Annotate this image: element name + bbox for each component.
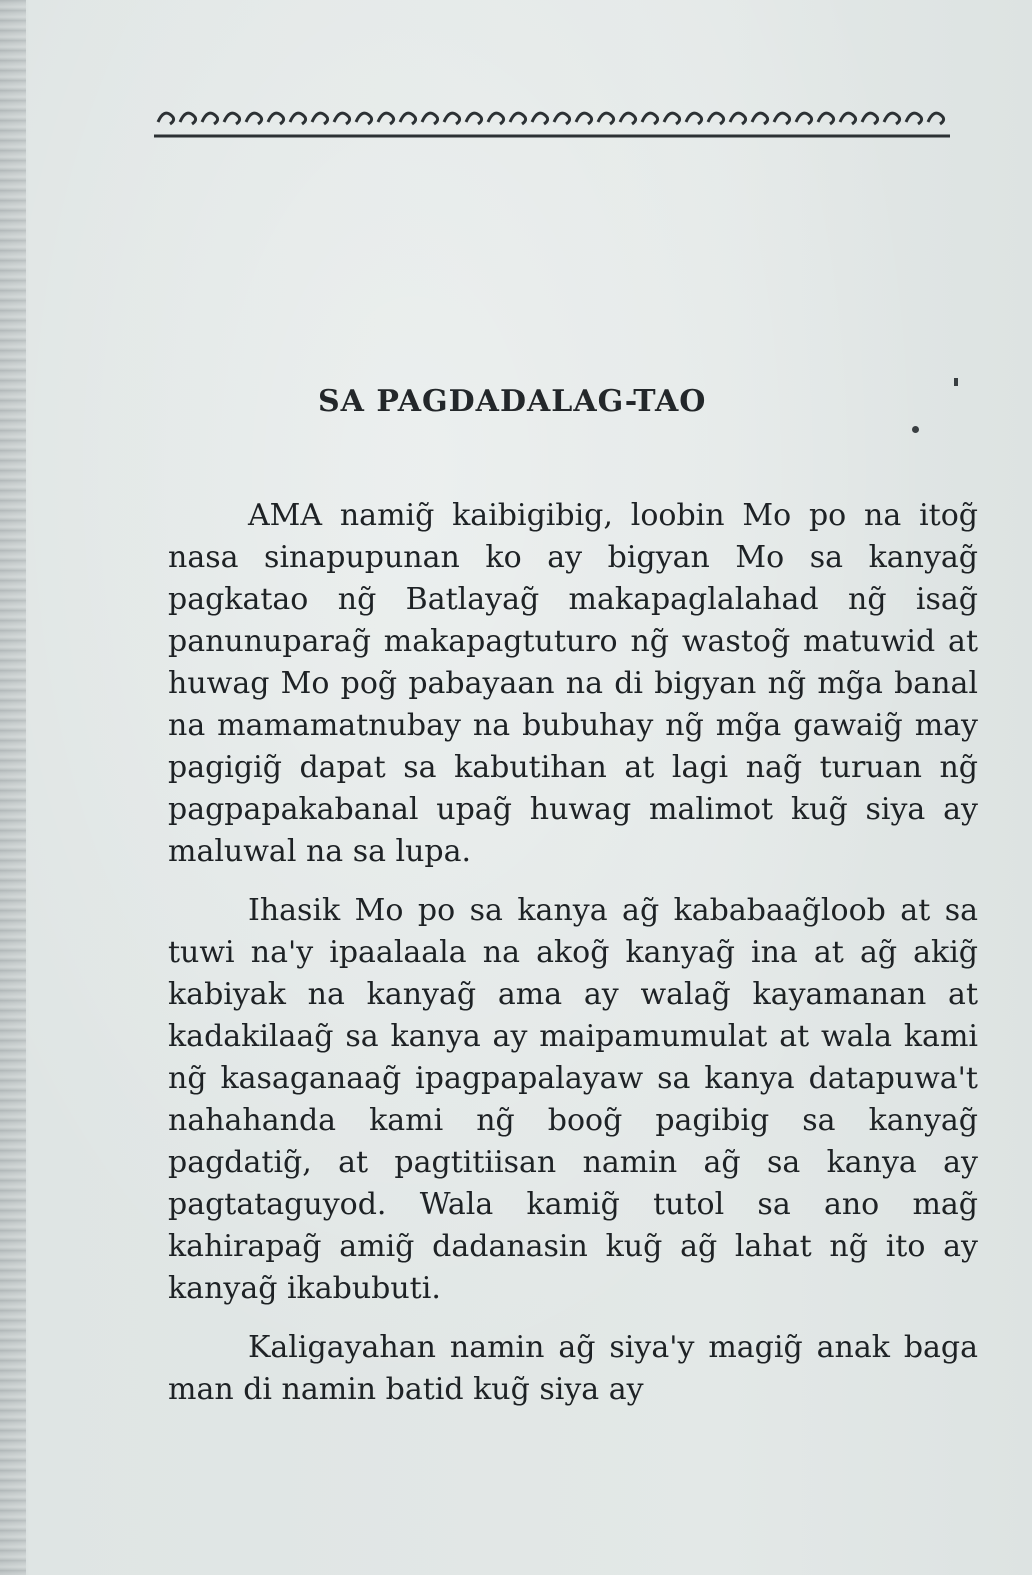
ornament-link — [312, 113, 328, 124]
ornament-link — [510, 113, 526, 124]
ornament-link — [708, 113, 724, 124]
ornament-link — [730, 113, 746, 124]
ornament-link — [356, 113, 372, 124]
ornament-link — [180, 113, 196, 124]
ornament-link — [620, 113, 636, 124]
ornament-link — [576, 113, 592, 124]
ornament-link — [752, 113, 768, 124]
ornament-link — [686, 113, 702, 124]
ornament-link — [202, 113, 218, 124]
ornament-link — [268, 113, 284, 124]
ornament-link — [554, 113, 570, 124]
ornament-link — [378, 113, 394, 124]
ornament-link — [664, 113, 680, 124]
ornament-link — [862, 113, 878, 124]
ink-dot — [912, 426, 919, 433]
ornament-link — [290, 113, 306, 124]
ornament-link — [642, 113, 658, 124]
page-title: SA PAGDADALAG-TAO — [318, 384, 707, 419]
prayer-text — [168, 495, 978, 1428]
ornament-link — [598, 113, 614, 124]
ornament-link — [928, 113, 944, 124]
ornament-link — [884, 113, 900, 124]
ornament-link — [224, 113, 240, 124]
ornament-link — [818, 113, 834, 124]
ornament-link — [246, 113, 262, 124]
ornament-link — [840, 113, 856, 124]
ornament-link — [466, 113, 482, 124]
ornament-link — [422, 113, 438, 124]
ornament-link — [444, 113, 460, 124]
ornament-link — [334, 113, 350, 124]
ornamental-border-icon — [152, 96, 952, 142]
ornament-link — [400, 113, 416, 124]
ink-mark — [954, 378, 958, 386]
paragraph-3: Kaligayahan namin ag̃ siya'y magig̃ anak baga man di namin batid kug̃ siya ay — [168, 1330, 978, 1407]
ornament-link — [488, 113, 504, 124]
ornament-link — [796, 113, 812, 124]
paragraph-2: Ihasik Mo po sa kanya ag̃ kababaag̃loob at sa tuwi na'y ipaalaala na akog̃ kanyag̃ ina at ag̃ akig̃ kabiyak na kanyag̃ ama ay walag̃ kayamanan at kadakilaag̃ sa kanya ay maipamumulat at wala kami ng̃ kasaganaag̃ ipagpapalayaw sa kanya datapuwa't nahahanda kami ng̃ boog̃ pagibig sa kanyag̃ pagdatig̃, at pagtitiisan namin ag̃ sa kanya ay pagtataguyod. Wala kamig̃ tutol sa ano mag̃ kahirapag̃ amig̃ dadanasin kug̃ ag̃ lahat ng̃ ito ay kanyag̃ ikabubuti. — [168, 893, 978, 1306]
ornament-link — [774, 113, 790, 124]
ornament-link — [906, 113, 922, 124]
book-spine-edge — [0, 0, 26, 1575]
ornament-link — [532, 113, 548, 124]
paragraph-1: AMA namig̃ kaibigibig, loobin Mo po na itog̃ nasa sinapupunan ko ay bigyan Mo sa kanyag̃ pagkatao ng̃ Batlayag̃ makapaglalahad ng̃ isag̃ panunuparag̃ makapagtuturo ng̃ wastog̃ matuwid at huwag Mo pog̃ pabayaan na di bigyan ng̃ mg̃a banal na mamamatnubay na bubuhay ng̃ mg̃a gawaig̃ may pagigig̃ dapat sa kabutihan at lagi nag̃ turuan ng̃ pagpapakabanal upag̃ huwag malimot kug̃ siya ay maluwal na sa lupa. — [168, 498, 978, 869]
ornament-link — [158, 113, 174, 124]
